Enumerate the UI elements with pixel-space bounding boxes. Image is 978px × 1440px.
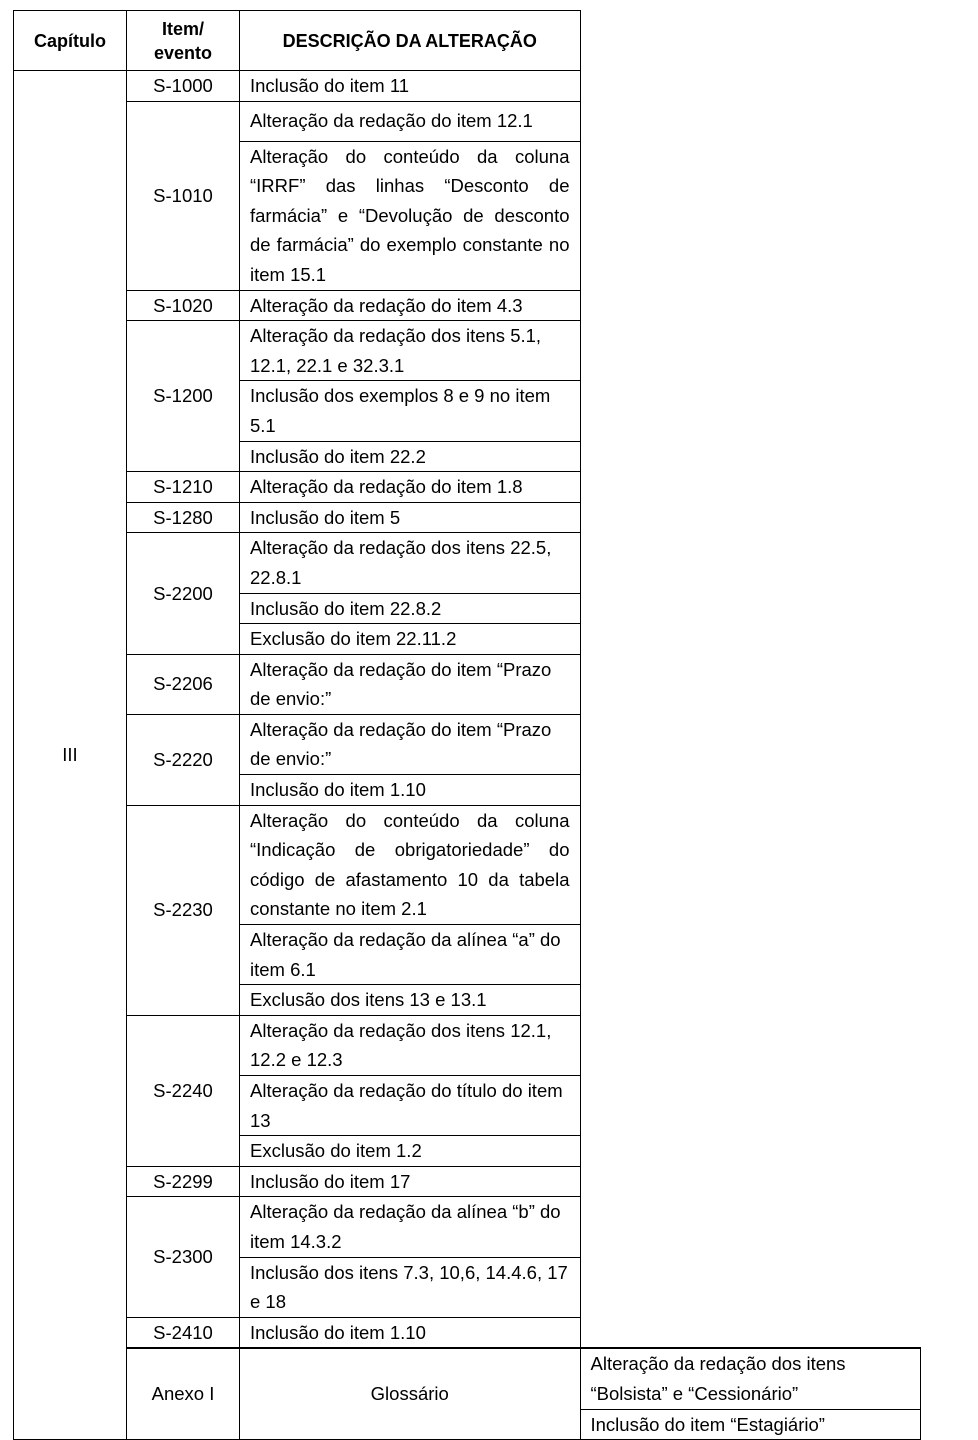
description: Exclusão do item 22.11.2 <box>240 624 581 655</box>
description: Alteração da redação do item “Prazo de envio:” <box>240 714 581 774</box>
table-row <box>14 1348 921 1409</box>
table-row <box>14 714 921 774</box>
description: Alteração da redação do título do item 13 <box>240 1076 581 1136</box>
description: Alteração da redação dos itens “Bolsista” e “Cessionário” <box>580 1348 921 1409</box>
event-code: S-2240 <box>127 1015 240 1166</box>
event-code: S-2299 <box>127 1166 240 1197</box>
description: Inclusão do item 17 <box>240 1166 581 1197</box>
table-row <box>14 71 921 102</box>
event-code: S-1210 <box>127 472 240 503</box>
description: Inclusão do item 5 <box>240 502 581 533</box>
description: Exclusão dos itens 13 e 13.1 <box>240 985 581 1016</box>
table-row <box>14 321 921 381</box>
header-capitulo: Capítulo <box>14 11 127 71</box>
table-row <box>14 533 921 593</box>
description: Alteração da redação do item 1.8 <box>240 472 581 503</box>
description: Inclusão do item “Estagiário” <box>580 1409 921 1440</box>
event-code: S-2200 <box>127 533 240 654</box>
header-descricao: DESCRIÇÃO DA ALTERAÇÃO <box>240 11 581 71</box>
table-row <box>14 1317 921 1348</box>
description: Exclusão do item 1.2 <box>240 1136 581 1167</box>
description: Alteração do conteúdo da coluna “IRRF” das linhas “Desconto de farmácia” e “Devolução de desconto de farmácia” do exemplo constante no item 15.1 <box>240 141 581 290</box>
description: Alteração da redação do item “Prazo de envio:” <box>240 654 581 714</box>
table-row <box>14 101 921 141</box>
description: Alteração da redação dos itens 12.1, 12.2 e 12.3 <box>240 1015 581 1075</box>
chapter-cell: III <box>14 71 127 1440</box>
description: Inclusão do item 1.10 <box>240 775 581 806</box>
description: Inclusão do item 11 <box>240 71 581 102</box>
anexo-item-cell: Glossário <box>240 1348 581 1439</box>
description: Alteração da redação da alínea “a” do item 6.1 <box>240 925 581 985</box>
description: Inclusão do item 1.10 <box>240 1317 581 1348</box>
header-item-line2: evento <box>153 42 213 63</box>
description: Inclusão dos itens 7.3, 10,6, 14.4.6, 17 e 18 <box>240 1257 581 1317</box>
event-code: S-1010 <box>127 101 240 290</box>
description: Alteração do conteúdo da coluna “Indicação de obrigatoriedade” do código de afastamento 10 da tabela constante no item 2.1 <box>240 805 581 924</box>
table-row <box>14 1015 921 1075</box>
event-code: S-1280 <box>127 502 240 533</box>
event-code: S-2230 <box>127 805 240 1015</box>
event-code: S-2410 <box>127 1317 240 1348</box>
table-row <box>14 502 921 533</box>
table-row <box>14 1197 921 1257</box>
event-code: S-2300 <box>127 1197 240 1317</box>
header-item-line1: Item/ <box>161 18 204 39</box>
alteracoes-table <box>13 10 921 1440</box>
description: Alteração da redação do item 4.3 <box>240 290 581 321</box>
description: Alteração da redação dos itens 5.1, 12.1, 22.1 e 32.3.1 <box>240 321 581 381</box>
header-row <box>14 11 921 71</box>
event-code: S-1020 <box>127 290 240 321</box>
description: Inclusão do item 22.2 <box>240 441 581 472</box>
description: Alteração da redação dos itens 22.5, 22.8.1 <box>240 533 581 593</box>
table-row <box>14 1166 921 1197</box>
description: Alteração da redação da alínea “b” do item 14.3.2 <box>240 1197 581 1257</box>
table-row <box>14 805 921 924</box>
event-code: S-2220 <box>127 714 240 805</box>
table-row <box>14 654 921 714</box>
description: Inclusão do item 22.8.2 <box>240 593 581 624</box>
event-code: S-1000 <box>127 71 240 102</box>
description: Inclusão dos exemplos 8 e 9 no item 5.1 <box>240 381 581 441</box>
header-item-evento <box>127 11 240 71</box>
description: Alteração da redação do item 12.1 <box>240 101 581 141</box>
event-code: S-2206 <box>127 654 240 714</box>
table-row <box>14 472 921 503</box>
table-row <box>14 290 921 321</box>
anexo-chapter-cell: Anexo I <box>127 1348 240 1439</box>
event-code: S-1200 <box>127 321 240 472</box>
